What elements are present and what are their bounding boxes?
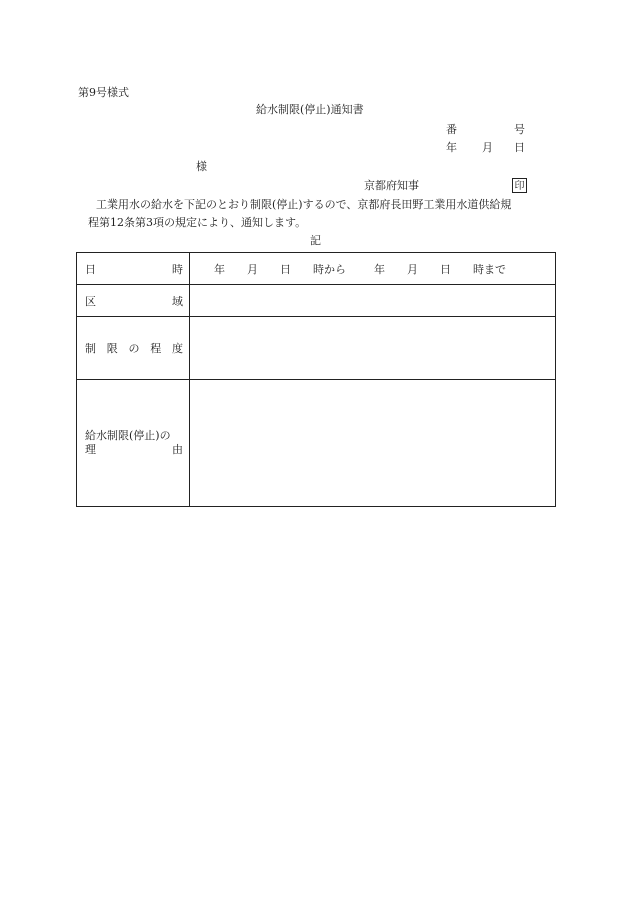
label-char: 程: [150, 342, 162, 355]
datetime-part: 日: [280, 262, 291, 276]
number-label: 番: [446, 123, 457, 136]
notice-table: [76, 252, 556, 507]
extent-label-cell: [77, 317, 190, 380]
datetime-value-cell: [190, 253, 556, 285]
table-row: [77, 285, 556, 317]
document-title: 給水制限(停止)通知書: [256, 103, 364, 116]
area-value-cell: [190, 285, 556, 317]
label-char: 度: [172, 342, 183, 355]
datetime-part: 時まで: [473, 262, 506, 276]
label-char: 理: [85, 443, 96, 456]
label-char: 制: [85, 342, 96, 355]
reason-label-cell: [77, 380, 190, 507]
datetime-part: 年: [374, 262, 385, 276]
table-row: [77, 253, 556, 285]
datetime-part: 月: [407, 262, 418, 276]
area-label-cell: [77, 285, 190, 317]
datetime-part: 年: [214, 262, 225, 276]
label-char: 域: [172, 294, 183, 308]
date-day-label: 日: [514, 141, 525, 154]
body-text-line1: 工業用水の給水を下記のとおり制限(停止)するので、京都府長田野工業用水道供給規: [96, 198, 512, 211]
date-month-label: 月: [482, 141, 493, 154]
label-char: 限: [106, 342, 118, 355]
addressee-suffix: 様: [196, 160, 207, 173]
datetime-part: 月: [247, 262, 258, 276]
number-suffix: 号: [514, 123, 525, 136]
datetime-label-cell: [77, 253, 190, 285]
label-char: 由: [172, 443, 183, 456]
label-char: の: [128, 342, 140, 355]
reason-value-cell: [190, 380, 556, 507]
datetime-part: 時から: [313, 262, 346, 276]
date-year-label: 年: [446, 141, 457, 154]
issuer-name: 京都府知事: [364, 179, 419, 192]
seal-mark: 印: [512, 178, 527, 193]
label-char: 区: [85, 294, 96, 308]
reason-label-line1: 給水制限(停止)の: [85, 429, 171, 442]
label-char: 日: [85, 262, 96, 276]
datetime-part: 日: [440, 262, 451, 276]
extent-value-cell: [190, 317, 556, 380]
table-row: [77, 317, 556, 380]
label-char: 時: [172, 262, 183, 276]
table-row: [77, 380, 556, 507]
body-text-line2: 程第12条第3項の規定により、通知します。: [88, 216, 307, 229]
form-number: 第9号様式: [78, 86, 129, 99]
ki-label: 記: [310, 234, 321, 247]
